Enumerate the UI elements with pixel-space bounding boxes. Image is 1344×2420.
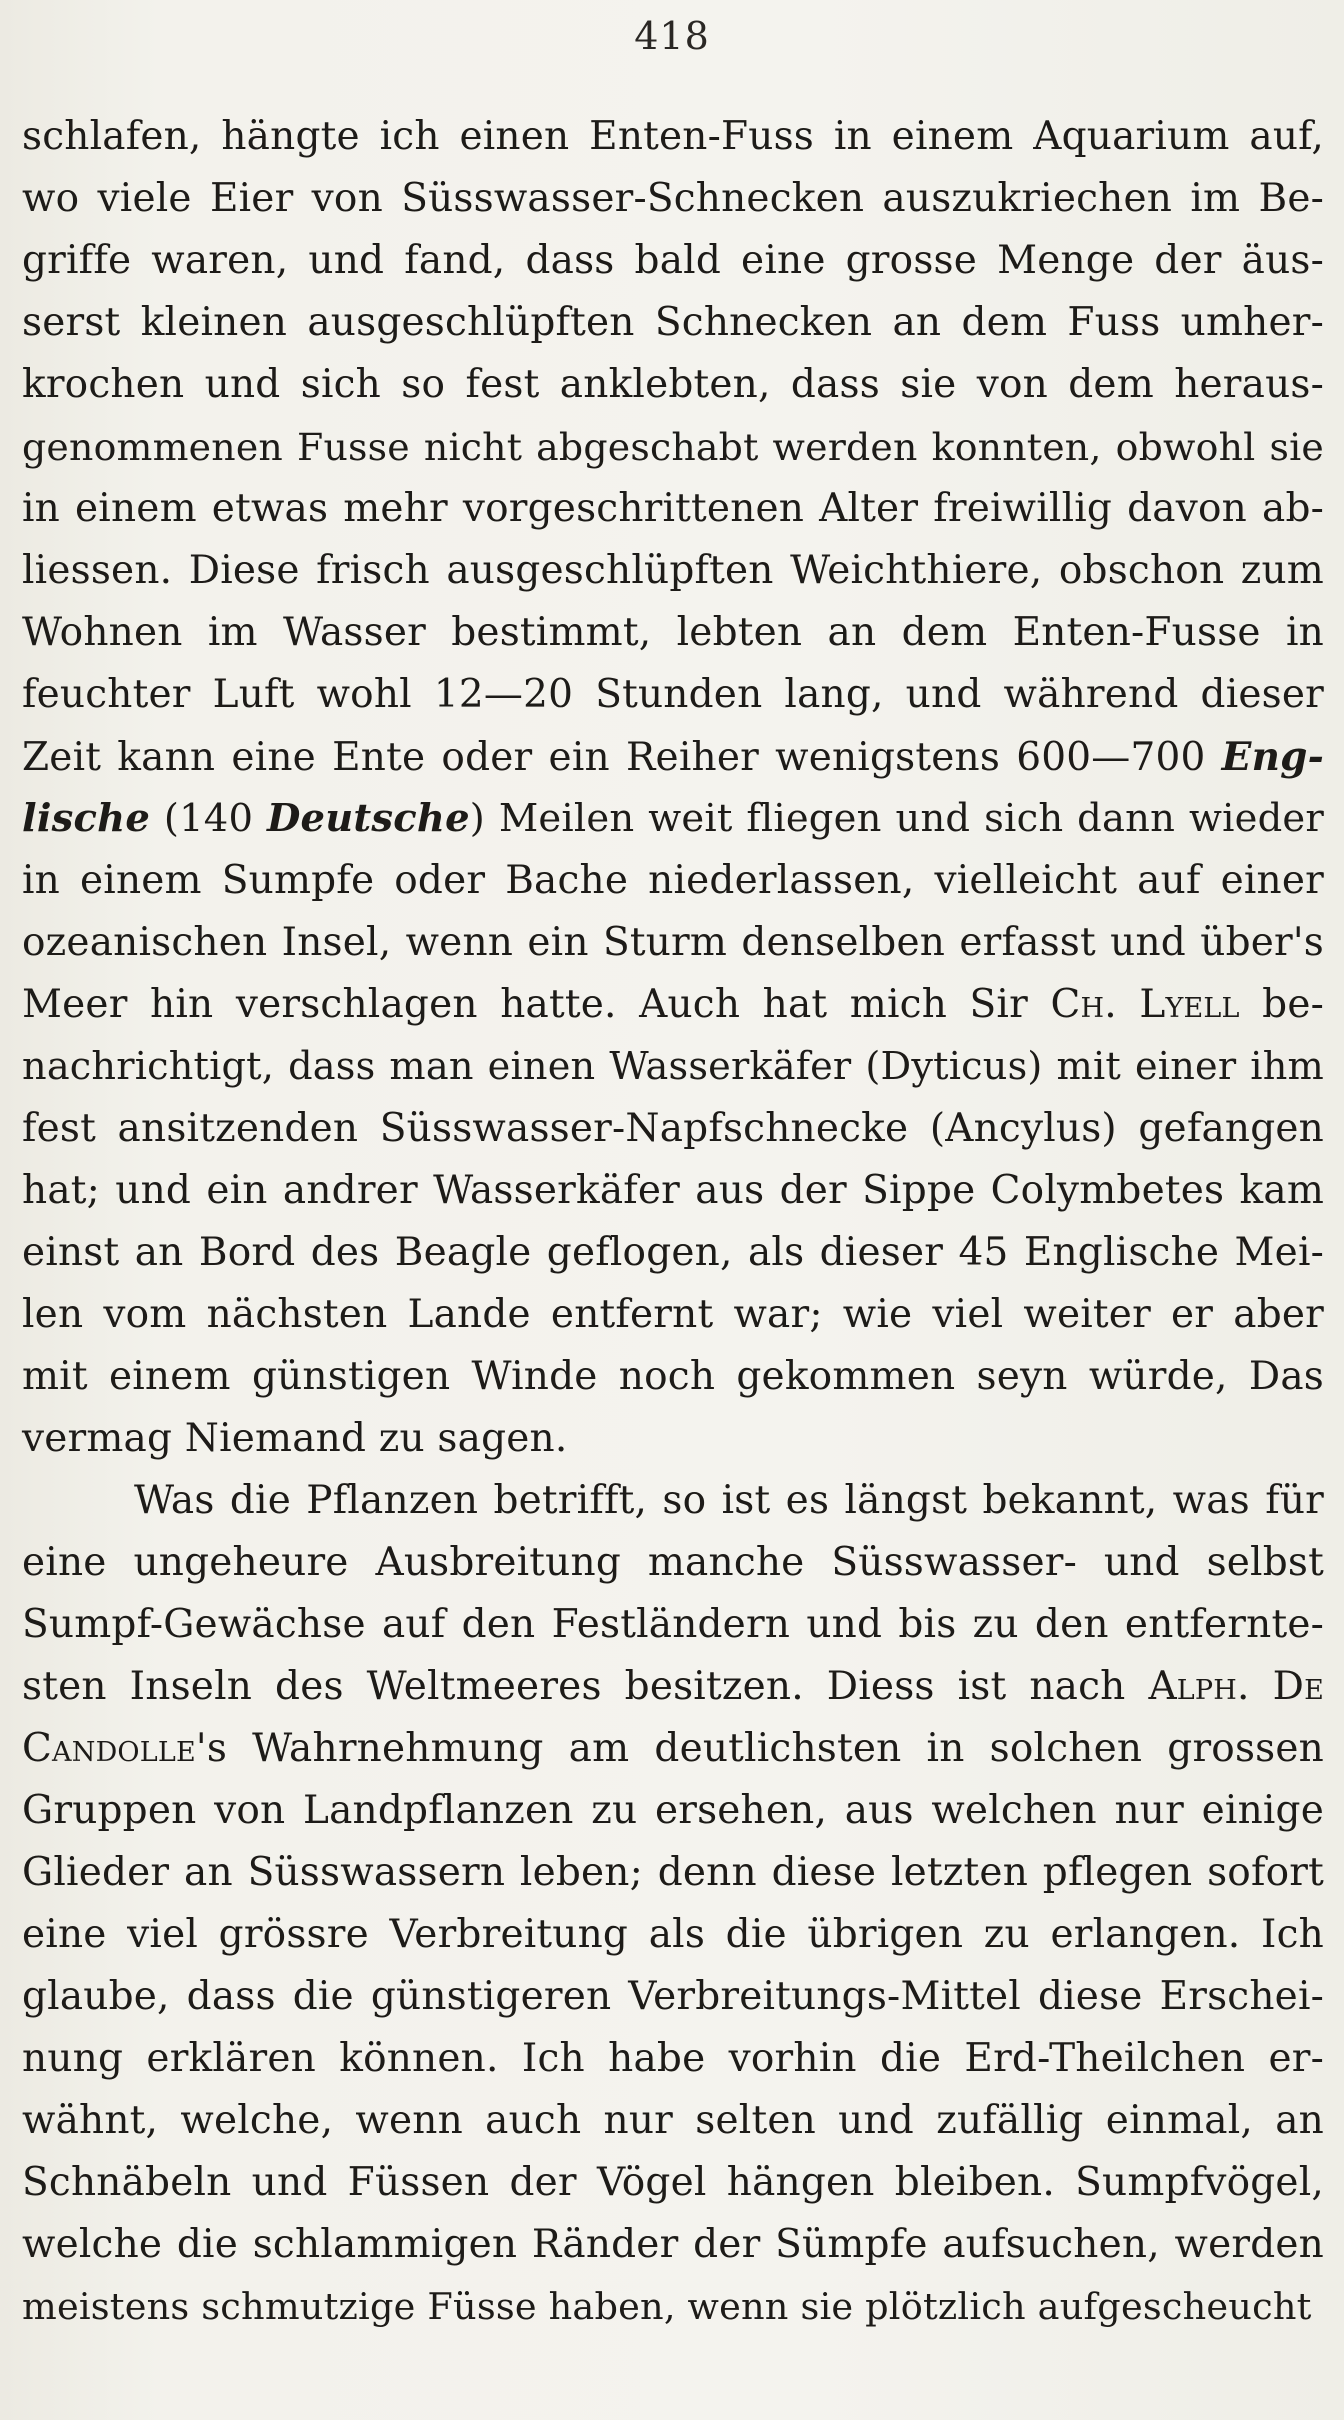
body-text xyxy=(22,106,1324,2338)
text-segment: schlafen, hängte ich einen Enten-Fuss in einem Aquarium auf, xyxy=(22,114,1324,159)
text-segment: krochen und sich so fest anklebten, dass sie von dem heraus- xyxy=(22,362,1324,407)
text-segment: einst an Bord des Beagle geflogen, als dieser 45 Englische Mei- xyxy=(22,1230,1324,1275)
text-line xyxy=(22,1532,1324,1594)
text-segment: Meer hin verschlagen hatte. Auch hat mich Sir xyxy=(22,982,1051,1027)
text-line xyxy=(22,106,1324,168)
text-line xyxy=(22,2028,1324,2090)
text-line xyxy=(22,1718,1324,1780)
text-line xyxy=(22,168,1324,230)
text-segment: vermag Niemand zu sagen. xyxy=(22,1416,568,1461)
text-segment: griffe waren, und fand, dass bald eine grosse Menge der äus- xyxy=(22,238,1324,283)
text-segment: nachrichtigt, dass man einen Wasserkäfer (Dyticus) mit einer ihm xyxy=(22,1045,1324,1089)
text-segment: genommenen Fusse nicht abgeschabt werden konnten, obwohl sie xyxy=(22,425,1324,469)
text-segment: eine ungeheure Ausbreitung manche Süsswasser- und selbst xyxy=(22,1540,1324,1585)
text-line xyxy=(22,726,1324,788)
text-segment: Sumpf-Gewächse auf den Festländern und bis zu den entfernte- xyxy=(22,1602,1324,1647)
text-line xyxy=(22,974,1324,1036)
text-segment: len vom nächsten Lande entfernt war; wie viel weiter er aber xyxy=(22,1292,1324,1337)
text-line xyxy=(22,1780,1324,1842)
text-line xyxy=(22,292,1324,354)
italic-text: Eng- xyxy=(1221,734,1324,780)
small-caps-name: Candolle xyxy=(22,1726,196,1771)
text-segment: eine viel grössre Verbreitung als die übrigen zu erlangen. Ich xyxy=(22,1912,1324,1957)
text-segment: welche die schlammigen Ränder der Sümpfe aufsuchen, werden xyxy=(22,2222,1324,2267)
text-segment: wähnt, welche, wenn auch nur selten und zufällig einmal, an xyxy=(22,2098,1324,2143)
text-line xyxy=(22,2276,1324,2338)
text-line xyxy=(22,2090,1324,2152)
text-line xyxy=(22,1904,1324,1966)
text-line xyxy=(22,1594,1324,1656)
text-line xyxy=(22,1160,1324,1222)
text-line xyxy=(22,1284,1324,1346)
text-segment: wo viele Eier von Süsswasser-Schnecken auszukriechen im Be- xyxy=(22,176,1324,221)
text-line xyxy=(22,850,1324,912)
text-segment: sten Inseln des Weltmeeres besitzen. Diess ist nach xyxy=(22,1664,1149,1709)
text-line xyxy=(22,416,1324,478)
text-line xyxy=(22,1222,1324,1284)
text-segment: Zeit kann eine Ente oder ein Reiher wenigstens 600—700 xyxy=(22,735,1222,780)
text-line xyxy=(22,1408,1324,1470)
text-segment: ozeanischen Insel, wenn ein Sturm denselben erfasst und über's xyxy=(22,920,1324,965)
text-segment: meistens schmutzige Füsse haben, wenn sie plötzlich aufgescheucht xyxy=(22,2285,1312,2328)
text-line xyxy=(22,1098,1324,1160)
text-line xyxy=(22,1966,1324,2028)
text-segment: liessen. Diese frisch ausgeschlüpften Weichthiere, obschon zum xyxy=(22,548,1324,593)
text-segment: Schnäbeln und Füssen der Vögel hängen bleiben. Sumpfvögel, xyxy=(22,2160,1324,2205)
text-segment: serst kleinen ausgeschlüpften Schnecken an dem Fuss umher- xyxy=(22,300,1324,345)
text-line xyxy=(22,1346,1324,1408)
text-line xyxy=(22,354,1324,416)
italic-text: lische xyxy=(22,796,151,841)
text-segment: feuchter Luft wohl 12—20 Stunden lang, und während dieser xyxy=(22,672,1324,717)
page-number: 418 xyxy=(634,14,710,58)
text-segment: hat; und ein andrer Wasserkäfer aus der Sippe Colymbetes kam xyxy=(22,1168,1324,1213)
text-segment: Was die Pflanzen betrifft, so ist es längst bekannt, was für xyxy=(134,1478,1324,1523)
text-segment: ) Meilen weit fliegen und sich dann wieder xyxy=(469,796,1324,841)
text-segment: fest ansitzenden Süsswasser-Napfschnecke (Ancylus) gefangen xyxy=(22,1106,1324,1151)
text-line xyxy=(22,478,1324,540)
text-line xyxy=(22,1036,1324,1098)
text-line xyxy=(22,2214,1324,2276)
text-line xyxy=(22,1842,1324,1904)
text-segment: (140 xyxy=(150,796,267,841)
text-line xyxy=(22,540,1324,602)
text-segment: 's Wahrnehmung am deutlichsten in solchen grossen xyxy=(195,1726,1324,1771)
text-line xyxy=(22,1656,1324,1718)
text-segment: in einem Sumpfe oder Bache niederlassen, vielleicht auf einer xyxy=(22,858,1324,903)
text-segment: mit einem günstigen Winde noch gekommen seyn würde, Das xyxy=(22,1354,1324,1399)
text-line xyxy=(22,664,1324,726)
text-segment: in einem etwas mehr vorgeschrittenen Alter freiwillig davon ab- xyxy=(22,486,1324,531)
text-segment: glaube, dass die günstigeren Verbreitungs-Mittel diese Erschei- xyxy=(22,1974,1324,2019)
italic-text: Deutsche xyxy=(266,796,470,841)
text-line xyxy=(22,912,1324,974)
text-line xyxy=(22,230,1324,292)
text-segment: nung erklären können. Ich habe vorhin die Erd-Theilchen er- xyxy=(22,2036,1324,2081)
text-segment: Glieder an Süsswassern leben; denn diese letzten pflegen sofort xyxy=(22,1850,1324,1895)
small-caps-name: Alph. De xyxy=(1148,1664,1324,1709)
text-line xyxy=(22,788,1324,850)
text-line xyxy=(22,2152,1324,2214)
text-segment: Gruppen von Landpflanzen zu ersehen, aus welchen nur einige xyxy=(22,1788,1324,1833)
text-line xyxy=(22,1470,1324,1532)
text-line xyxy=(22,602,1324,664)
text-segment: Wohnen im Wasser bestimmt, lebten an dem Enten-Fusse in xyxy=(22,610,1324,655)
text-segment: be- xyxy=(1239,982,1324,1027)
small-caps-name: Ch. Lyell xyxy=(1050,982,1240,1027)
